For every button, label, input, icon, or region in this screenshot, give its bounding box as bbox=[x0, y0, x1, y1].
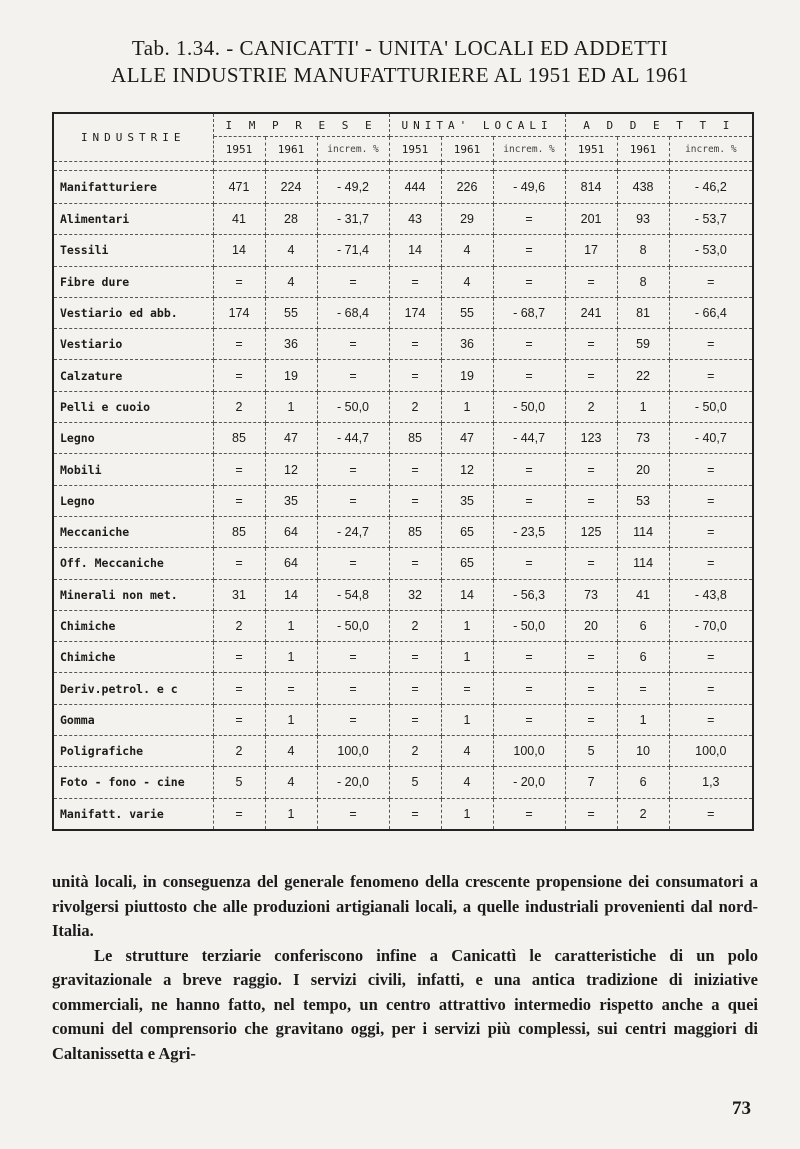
table-cell: = bbox=[213, 642, 265, 673]
table-cell: = bbox=[669, 454, 753, 485]
table-cell: 93 bbox=[617, 204, 669, 235]
table-cell: 12 bbox=[441, 454, 493, 485]
table-cell: 20 bbox=[617, 454, 669, 485]
table-cell: 73 bbox=[617, 423, 669, 454]
table-cell: - 43,8 bbox=[669, 579, 753, 610]
table-cell: 471 bbox=[213, 171, 265, 204]
table-cell: = bbox=[617, 673, 669, 704]
table-cell: = bbox=[265, 673, 317, 704]
table-cell: - 20,0 bbox=[317, 767, 389, 798]
table-cell: 814 bbox=[565, 171, 617, 204]
row-label: Vestiario ed abb. bbox=[53, 297, 213, 328]
table-cell: 1 bbox=[265, 704, 317, 735]
table-cell: = bbox=[317, 642, 389, 673]
table-cell: 1,3 bbox=[669, 767, 753, 798]
table-cell: = bbox=[493, 673, 565, 704]
table-cell: 35 bbox=[265, 485, 317, 516]
row-label: Manifatt. varie bbox=[53, 798, 213, 830]
table-cell: 55 bbox=[265, 297, 317, 328]
table-cell: - 53,7 bbox=[669, 204, 753, 235]
table-row bbox=[53, 454, 753, 485]
table-cell: - 70,0 bbox=[669, 610, 753, 641]
table-cell: 85 bbox=[389, 423, 441, 454]
table-cell: 1 bbox=[441, 642, 493, 673]
table-cell: = bbox=[213, 485, 265, 516]
table-cell: 59 bbox=[617, 329, 669, 360]
table-cell: = bbox=[565, 485, 617, 516]
table-cell: 36 bbox=[265, 329, 317, 360]
table-row bbox=[53, 704, 753, 735]
table-cell: 114 bbox=[617, 548, 669, 579]
table-row bbox=[53, 767, 753, 798]
table-cell: 241 bbox=[565, 297, 617, 328]
table-cell: 81 bbox=[617, 297, 669, 328]
table-cell: = bbox=[669, 360, 753, 391]
table-cell: = bbox=[493, 798, 565, 830]
table-cell: = bbox=[493, 704, 565, 735]
table-cell: 201 bbox=[565, 204, 617, 235]
table-cell: 2 bbox=[389, 391, 441, 422]
table-cell: 19 bbox=[265, 360, 317, 391]
table-cell: - 66,4 bbox=[669, 297, 753, 328]
table-row bbox=[53, 204, 753, 235]
table-cell: = bbox=[317, 704, 389, 735]
subheader-1951: 1951 bbox=[213, 137, 265, 162]
table-cell: = bbox=[493, 548, 565, 579]
table-cell: 8 bbox=[617, 235, 669, 266]
table-cell: = bbox=[389, 454, 441, 485]
table-row bbox=[53, 329, 753, 360]
table-cell: = bbox=[493, 235, 565, 266]
table-cell: = bbox=[669, 329, 753, 360]
row-label: Vestiario bbox=[53, 329, 213, 360]
table-title-line-1: Tab. 1.34. - CANICATTI' - UNITA' LOCALI ED ADDETTI bbox=[131, 36, 669, 60]
row-label: Minerali non met. bbox=[53, 579, 213, 610]
table-cell: 20 bbox=[565, 610, 617, 641]
table-row bbox=[53, 266, 753, 297]
table-cell: = bbox=[669, 798, 753, 830]
table-cell: 1 bbox=[441, 610, 493, 641]
table-cell: 226 bbox=[441, 171, 493, 204]
header-unita-locali: UNITA' LOCALI bbox=[389, 113, 565, 137]
table-cell: - 50,0 bbox=[493, 391, 565, 422]
table-cell: 73 bbox=[565, 579, 617, 610]
table-cell: - 31,7 bbox=[317, 204, 389, 235]
table-cell: = bbox=[213, 360, 265, 391]
table-cell: 2 bbox=[213, 391, 265, 422]
table-cell: 2 bbox=[565, 391, 617, 422]
table-cell: = bbox=[317, 485, 389, 516]
table-cell: - 71,4 bbox=[317, 235, 389, 266]
row-label: Calzature bbox=[53, 360, 213, 391]
subheader-1951: 1951 bbox=[389, 137, 441, 162]
table-cell: 22 bbox=[617, 360, 669, 391]
table-cell: 2 bbox=[389, 610, 441, 641]
table-cell: 1 bbox=[265, 642, 317, 673]
table-cell: 14 bbox=[265, 579, 317, 610]
row-label: Foto - fono - cine bbox=[53, 767, 213, 798]
subheader-increm: increm. % bbox=[317, 137, 389, 162]
table-cell: 1 bbox=[441, 391, 493, 422]
table-cell: 1 bbox=[265, 610, 317, 641]
table-cell: 65 bbox=[441, 548, 493, 579]
table-cell: 2 bbox=[213, 736, 265, 767]
table-cell: = bbox=[565, 642, 617, 673]
table-cell: = bbox=[441, 673, 493, 704]
table-row bbox=[53, 579, 753, 610]
table-cell: - 49,2 bbox=[317, 171, 389, 204]
table-cell: - 50,0 bbox=[317, 391, 389, 422]
table-cell: = bbox=[213, 266, 265, 297]
table-cell: 85 bbox=[213, 516, 265, 547]
table-cell: = bbox=[389, 329, 441, 360]
table-cell: = bbox=[389, 673, 441, 704]
industry-table bbox=[52, 112, 754, 831]
table-row bbox=[53, 485, 753, 516]
table-cell: - 50,0 bbox=[669, 391, 753, 422]
table-cell: 19 bbox=[441, 360, 493, 391]
table-cell: = bbox=[565, 360, 617, 391]
table-cell: = bbox=[669, 704, 753, 735]
table-cell: 2 bbox=[213, 610, 265, 641]
table-row bbox=[53, 516, 753, 547]
table-cell: 114 bbox=[617, 516, 669, 547]
row-label: Legno bbox=[53, 423, 213, 454]
table-cell: = bbox=[389, 360, 441, 391]
table-cell: 53 bbox=[617, 485, 669, 516]
table-cell: 47 bbox=[441, 423, 493, 454]
table-cell: - 24,7 bbox=[317, 516, 389, 547]
table-cell: 41 bbox=[617, 579, 669, 610]
table-cell: = bbox=[317, 360, 389, 391]
table-cell: 64 bbox=[265, 548, 317, 579]
table-cell: 12 bbox=[265, 454, 317, 485]
table-cell: - 20,0 bbox=[493, 767, 565, 798]
table-cell: 41 bbox=[213, 204, 265, 235]
table-row bbox=[53, 548, 753, 579]
table-cell: 17 bbox=[565, 235, 617, 266]
table-row bbox=[53, 360, 753, 391]
table-cell: 28 bbox=[265, 204, 317, 235]
table-cell: 4 bbox=[441, 767, 493, 798]
table-cell: - 40,7 bbox=[669, 423, 753, 454]
table-cell: = bbox=[565, 454, 617, 485]
table-cell: - 54,8 bbox=[317, 579, 389, 610]
table-cell: = bbox=[669, 485, 753, 516]
table-cell: = bbox=[493, 266, 565, 297]
table-cell: 123 bbox=[565, 423, 617, 454]
table-cell: 4 bbox=[441, 266, 493, 297]
table-cell: - 49,6 bbox=[493, 171, 565, 204]
table-cell: 100,0 bbox=[669, 736, 753, 767]
table-title-line-2: ALLE INDUSTRIE MANUFATTURIERE AL 1951 ED AL 1961 bbox=[111, 63, 689, 87]
table-cell: 1 bbox=[441, 798, 493, 830]
page-number: 73 bbox=[732, 1098, 751, 1119]
table-cell: = bbox=[565, 329, 617, 360]
table-cell: 224 bbox=[265, 171, 317, 204]
table-cell: = bbox=[493, 642, 565, 673]
table-cell: 4 bbox=[441, 736, 493, 767]
table-cell: 14 bbox=[389, 235, 441, 266]
table-cell: 4 bbox=[265, 235, 317, 266]
table-cell: = bbox=[213, 798, 265, 830]
table-cell: = bbox=[565, 673, 617, 704]
table-cell: 6 bbox=[617, 767, 669, 798]
table-cell: = bbox=[565, 798, 617, 830]
table-cell: 4 bbox=[265, 767, 317, 798]
table-cell: 8 bbox=[617, 266, 669, 297]
table-cell: = bbox=[669, 266, 753, 297]
table-cell: 64 bbox=[265, 516, 317, 547]
table-cell: 5 bbox=[565, 736, 617, 767]
table-row bbox=[53, 642, 753, 673]
table-cell: 5 bbox=[389, 767, 441, 798]
table-cell: 125 bbox=[565, 516, 617, 547]
table-cell: 36 bbox=[441, 329, 493, 360]
subheader-1961: 1961 bbox=[265, 137, 317, 162]
table-cell: - 50,0 bbox=[317, 610, 389, 641]
table-cell: 444 bbox=[389, 171, 441, 204]
paragraph-1: unità locali, in conseguenza del generale fenomeno della crescente propensione dei consumatori a rivolgersi piuttosto che alle produzioni artigianali locali, a quelle industriali provenienti dal nord-Italia. bbox=[52, 872, 758, 940]
subheader-1951: 1951 bbox=[565, 137, 617, 162]
table-row bbox=[53, 673, 753, 704]
table-cell: = bbox=[389, 798, 441, 830]
table-cell: = bbox=[389, 266, 441, 297]
table-cell: 6 bbox=[617, 610, 669, 641]
row-label: Chimiche bbox=[53, 610, 213, 641]
table-cell: 10 bbox=[617, 736, 669, 767]
row-label: Pelli e cuoio bbox=[53, 391, 213, 422]
table-cell: 100,0 bbox=[493, 736, 565, 767]
table-cell: 1 bbox=[265, 798, 317, 830]
table-cell: 29 bbox=[441, 204, 493, 235]
table-cell: = bbox=[213, 329, 265, 360]
row-label: Poligrafiche bbox=[53, 736, 213, 767]
table-cell: = bbox=[493, 329, 565, 360]
table-cell: 1 bbox=[265, 391, 317, 422]
header-imprese: I M P R E S E bbox=[213, 113, 389, 137]
table-cell: = bbox=[493, 485, 565, 516]
table-cell: - 68,7 bbox=[493, 297, 565, 328]
subheader-1961: 1961 bbox=[441, 137, 493, 162]
table-row bbox=[53, 736, 753, 767]
table-cell: 438 bbox=[617, 171, 669, 204]
table-cell: 4 bbox=[265, 736, 317, 767]
table-cell: - 56,3 bbox=[493, 579, 565, 610]
table-row bbox=[53, 798, 753, 830]
table-cell: 2 bbox=[617, 798, 669, 830]
table-cell: 1 bbox=[441, 704, 493, 735]
table-cell: = bbox=[317, 798, 389, 830]
table-cell: = bbox=[669, 642, 753, 673]
table-row bbox=[53, 423, 753, 454]
table-cell: = bbox=[389, 704, 441, 735]
table-cell: 55 bbox=[441, 297, 493, 328]
table-cell: - 44,7 bbox=[317, 423, 389, 454]
table-cell: 14 bbox=[213, 235, 265, 266]
table-cell: = bbox=[317, 454, 389, 485]
table-cell: - 53,0 bbox=[669, 235, 753, 266]
table-cell: = bbox=[317, 266, 389, 297]
table-cell: - 50,0 bbox=[493, 610, 565, 641]
table-cell: = bbox=[669, 516, 753, 547]
table-row bbox=[53, 235, 753, 266]
table-cell: = bbox=[493, 454, 565, 485]
subheader-increm: increm. % bbox=[493, 137, 565, 162]
table-cell: = bbox=[669, 673, 753, 704]
table-cell: 85 bbox=[213, 423, 265, 454]
header-industrie: INDUSTRIE bbox=[53, 113, 213, 162]
table-cell: 1 bbox=[617, 391, 669, 422]
row-label: Fibre dure bbox=[53, 266, 213, 297]
table-cell: = bbox=[565, 704, 617, 735]
row-label: Gomma bbox=[53, 704, 213, 735]
row-label: Chimiche bbox=[53, 642, 213, 673]
table-cell: 5 bbox=[213, 767, 265, 798]
body-text bbox=[52, 870, 758, 1066]
table-cell: = bbox=[389, 485, 441, 516]
row-label: Deriv.petrol. e c bbox=[53, 673, 213, 704]
row-label: Mobili bbox=[53, 454, 213, 485]
table-cell: 2 bbox=[389, 736, 441, 767]
table-cell: = bbox=[213, 704, 265, 735]
table-cell: 174 bbox=[389, 297, 441, 328]
table-cell: = bbox=[565, 548, 617, 579]
table-cell: = bbox=[317, 673, 389, 704]
table-cell: - 44,7 bbox=[493, 423, 565, 454]
table-cell: 32 bbox=[389, 579, 441, 610]
row-label: Legno bbox=[53, 485, 213, 516]
table-cell: - 23,5 bbox=[493, 516, 565, 547]
table-cell: = bbox=[317, 329, 389, 360]
table-cell: = bbox=[493, 360, 565, 391]
table-cell: - 46,2 bbox=[669, 171, 753, 204]
table-cell: 6 bbox=[617, 642, 669, 673]
table-cell: 85 bbox=[389, 516, 441, 547]
table-cell: 7 bbox=[565, 767, 617, 798]
table-cell: = bbox=[565, 266, 617, 297]
subheader-1961: 1961 bbox=[617, 137, 669, 162]
table-cell: 100,0 bbox=[317, 736, 389, 767]
table-cell: = bbox=[317, 548, 389, 579]
table-cell: = bbox=[213, 454, 265, 485]
table-cell: 65 bbox=[441, 516, 493, 547]
table-cell: 1 bbox=[617, 704, 669, 735]
table-cell: - 68,4 bbox=[317, 297, 389, 328]
table-cell: 174 bbox=[213, 297, 265, 328]
row-label: Tessili bbox=[53, 235, 213, 266]
table-cell: = bbox=[669, 548, 753, 579]
table-cell: 47 bbox=[265, 423, 317, 454]
subheader-increm: increm. % bbox=[669, 137, 753, 162]
table-row bbox=[53, 171, 753, 204]
row-label: Manifatturiere bbox=[53, 171, 213, 204]
table-cell: 35 bbox=[441, 485, 493, 516]
table-cell: = bbox=[213, 548, 265, 579]
table-body bbox=[53, 162, 753, 830]
table-cell: 31 bbox=[213, 579, 265, 610]
table-cell: = bbox=[493, 204, 565, 235]
table-cell: 4 bbox=[265, 266, 317, 297]
table-cell: = bbox=[389, 642, 441, 673]
row-label: Alimentari bbox=[53, 204, 213, 235]
table-cell: 14 bbox=[441, 579, 493, 610]
table-row bbox=[53, 610, 753, 641]
paragraph-2: Le strutture terziarie conferiscono infine a Canicattì le caratteristiche di un polo gravitazionale a breve raggio. I servizi civili, infatti, e una antica tradizione di iniziative commerciali, ne hanno fatto, nel tempo, un centro attrattivo intermedio rispetto anche a quei comuni del comprensorio che gravitano oggi, per i servizi più complessi, sui centri maggiori di Caltanissetta e Agri- bbox=[52, 945, 758, 1063]
table-cell: 43 bbox=[389, 204, 441, 235]
table-cell: = bbox=[389, 548, 441, 579]
header-addetti: A D D E T T I bbox=[565, 113, 753, 137]
table-cell: 4 bbox=[441, 235, 493, 266]
table-row bbox=[53, 297, 753, 328]
row-label: Meccaniche bbox=[53, 516, 213, 547]
table-cell: = bbox=[213, 673, 265, 704]
table-row bbox=[53, 391, 753, 422]
row-label: Off. Meccaniche bbox=[53, 548, 213, 579]
